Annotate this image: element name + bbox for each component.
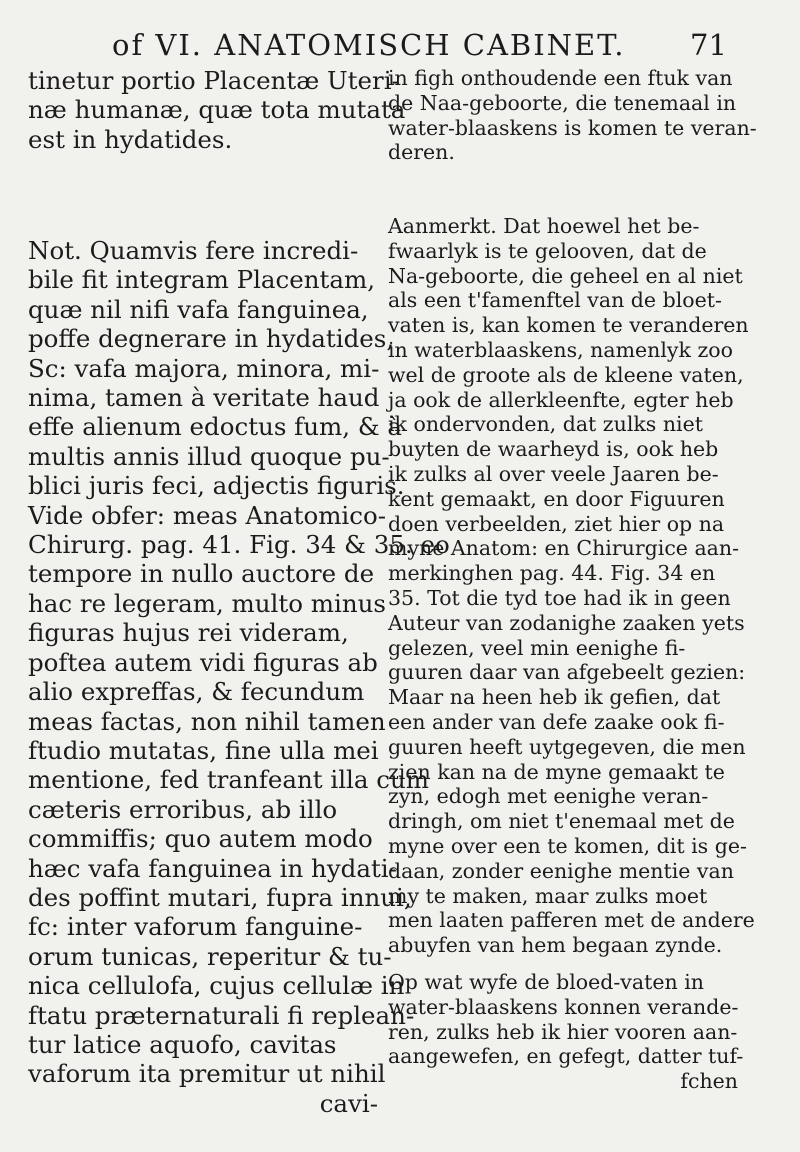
dutch-caption: [388, 66, 757, 165]
text-line: cæteris erroribus, ab illo: [28, 794, 338, 824]
text-line: aangewefen, en gefegt, datter tuf-: [388, 1044, 744, 1069]
text-line: ik zulks al over veele Jaaren be-: [388, 461, 719, 486]
text-line: merkinghen pag. 44. Fig. 34 en: [388, 561, 716, 586]
dutch-note: [388, 214, 755, 958]
text-line: myne Anatom: en Chirurgice aan-: [388, 536, 740, 561]
latin-note: [28, 236, 450, 1118]
catchword: fchen: [680, 1069, 738, 1094]
text-line: guuren heeft uytgegeven, die men: [388, 734, 746, 759]
text-line: wel de groote als de kleene vaten,: [388, 362, 744, 387]
text-line: mentione, fed tranfeant illa cum: [28, 765, 429, 795]
text-line: zyn, edogh met eenighe veran-: [388, 784, 709, 809]
text-line: ftatu præternaturali fi replean-: [28, 1000, 415, 1030]
text-line: tinetur portio Placentæ Uteri-: [28, 66, 400, 95]
text-line: multis annis illud quoque pu-: [28, 441, 390, 471]
text-line: vaten is, kan komen te veranderen: [388, 313, 749, 338]
text-line: guuren daar van afgebeelt gezien:: [388, 660, 746, 685]
text-line: Auteur van zodanighe zaaken yets: [388, 610, 745, 635]
text-line: fwaarlyk is te gelooven, dat de: [388, 238, 707, 263]
text-line: als een t'famenftel van de bloet-: [388, 288, 722, 313]
text-line: een ander van defe zaake ook fi-: [388, 709, 725, 734]
text-line: deren.: [388, 140, 455, 165]
text-line: figuras hujus rei videram,: [28, 618, 349, 648]
text-line: des poffint mutari, fupra innui,: [28, 882, 412, 912]
text-line: abuyfen van hem begaan zynde.: [388, 933, 723, 958]
text-line: poffe degnerare in hydatides,: [28, 324, 395, 354]
text-line: meas factas, non nihil tamen: [28, 706, 386, 736]
text-line: doen verbeelden, ziet hier op na: [388, 511, 725, 536]
text-line: alio expreffas, & fecundum: [28, 677, 365, 707]
running-title: of VI. ANATOMISCH CABINET.: [112, 28, 626, 62]
text-line: in figh onthoudende een ftuk van: [388, 66, 733, 90]
text-line: tempore in nullo auctore de: [28, 559, 375, 589]
text-line: Vide obfer: meas Anatomico-: [28, 500, 387, 530]
text-line: buyten de waarheyd is, ook heb: [388, 437, 719, 462]
text-line: Not. Quamvis fere incredi-: [28, 236, 359, 265]
text-line: water-blaaskens is komen te veran-: [388, 115, 757, 140]
page-number: 71: [690, 28, 727, 62]
text-line: 35. Tot die tyd toe had ik in geen: [388, 585, 731, 610]
text-line: hæc vafa fanguinea in hydati-: [28, 853, 397, 883]
text-line: gelezen, veel min eenighe fi-: [388, 635, 686, 660]
text-line: myne over een te komen, dit is ge-: [388, 833, 747, 858]
text-line: tur latice aquofo, cavitas: [28, 1029, 337, 1059]
text-line: nica cellulofa, cujus cellulæ in: [28, 971, 405, 1001]
text-line: kent gemaakt, en door Figuuren: [388, 486, 725, 511]
text-line: de Naa-geboorte, die tenemaal in: [388, 90, 737, 115]
text-line: water-blaaskens konnen verande-: [388, 994, 739, 1019]
text-line: nima, tamen à veritate haud: [28, 383, 380, 413]
text-line: Aanmerkt. Dat hoewel het be-: [388, 214, 700, 238]
text-line: in waterblaaskens, namenlyk zoo: [388, 337, 733, 362]
text-line: Maar na heen heb ik gefien, dat: [388, 685, 721, 710]
text-line: Op wat wyfe de bloed-vaten in: [388, 970, 704, 994]
text-line: vaforum ita premitur ut nihil: [28, 1059, 386, 1089]
text-line: Na-geboorte, die geheel en al niet: [388, 263, 743, 288]
text-line: ftudio mutatas, fine ulla mei: [28, 735, 379, 765]
text-line: my te maken, maar zulks moet: [388, 883, 708, 908]
text-line: commiffis; quo autem modo: [28, 824, 373, 854]
text-line: næ humanæ, quæ tota mutata: [28, 95, 406, 125]
text-line: blici juris feci, adjectis figuris.: [28, 471, 405, 501]
catchword: cavi-: [319, 1088, 378, 1118]
latin-caption: [28, 66, 406, 154]
text-line: men laaten pafferen met de andere: [388, 908, 755, 933]
text-line: Sc: vafa majora, minora, mi-: [28, 353, 380, 383]
text-line: ja ook de allerkleenfte, egter heb: [388, 387, 734, 412]
text-line: ren, zulks heb ik hier vooren aan-: [388, 1019, 738, 1044]
text-line: Chirurg. pag. 41. Fig. 34 & 35. eo: [28, 530, 450, 560]
dutch-note-continued: [388, 970, 744, 1094]
running-header: [0, 28, 800, 68]
text-line: daan, zonder eenighe mentie van: [388, 858, 734, 883]
text-line: orum tunicas, reperitur & tu-: [28, 941, 392, 971]
text-line: fc: inter vaforum fanguine-: [28, 912, 363, 942]
text-line: dringh, om niet t'enemaal met de: [388, 809, 735, 834]
text-line: poftea autem vidi figuras ab: [28, 647, 378, 677]
text-line: ik ondervonden, dat zulks niet: [388, 412, 703, 437]
text-line: quæ nil nifi vafa fanguinea,: [28, 294, 369, 324]
text-line: effe alienum edoctus fum, & à: [28, 412, 403, 442]
text-line: est in hydatides.: [28, 124, 233, 154]
text-line: bile fit integram Placentam,: [28, 265, 375, 295]
text-line: hac re legeram, multo minus: [28, 588, 386, 618]
text-line: zien kan na de myne gemaakt te: [388, 759, 725, 784]
